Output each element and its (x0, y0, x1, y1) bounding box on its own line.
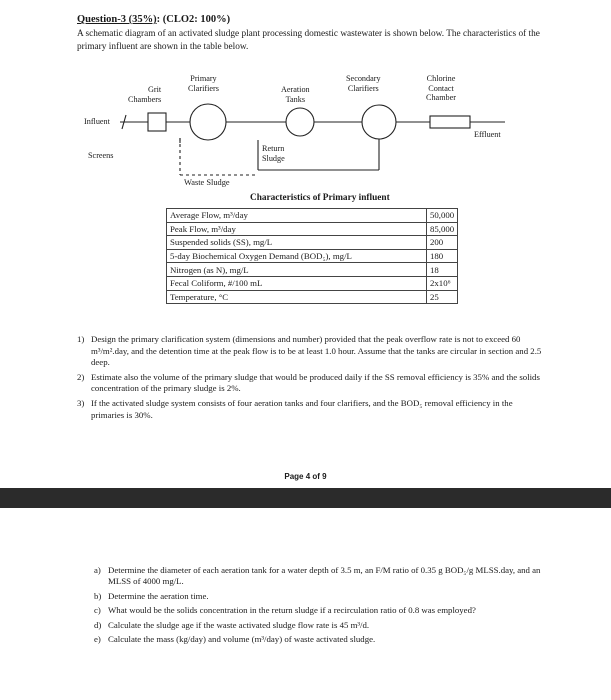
parameter-cell: Temperature, °C (167, 290, 427, 304)
item-number: 2) (77, 371, 85, 382)
question-list (77, 334, 547, 424)
secondary-clarifier-shape (362, 105, 396, 139)
item-number: a) (94, 565, 101, 575)
chlorine-contact-shape (430, 116, 470, 128)
table-row (167, 222, 458, 236)
primary-clarifiers-label: Primary Clarifiers (188, 74, 219, 93)
item-text: What would be the solids concentration in the return sludge if a recirculation ratio of 0.8 was employed? (108, 605, 476, 616)
waste-sludge-label: Waste Sludge (184, 178, 230, 187)
value-cell: 18 (427, 263, 458, 277)
item-text: Design the primary clarification system (dimensions and number) provided that the peak overflow rate is not to exceed 60 m³/m².day, and the detention time at the peak flow is to be at least 1.0 hour. Assume that the tanks are circular in section and 2.5 deep. (91, 334, 542, 368)
item-number: b) (94, 590, 102, 601)
grit-chamber-shape (148, 113, 166, 131)
table-row (167, 209, 458, 223)
question-item (77, 334, 547, 369)
parameter-cell: Average Flow, m³/day (167, 209, 427, 223)
table-row (167, 263, 458, 277)
item-text: Calculate the mass (kg/day) and volume (m³/day) of waste activated sludge. (108, 634, 376, 645)
parameter-cell: Peak Flow, m³/day (167, 222, 427, 236)
sub-question-item (94, 565, 544, 588)
item-text: If the activated sludge system consists of four aeration tanks and four clarifiers, and the BOD₅ removal efficiency in the primaries is 30%. (91, 397, 513, 420)
question-item (77, 372, 547, 395)
value-cell: 180 (427, 249, 458, 263)
primary-clarifier-shape (190, 104, 226, 140)
item-number: 3) (77, 397, 85, 408)
item-number: d) (94, 619, 102, 630)
value-cell: 200 (427, 236, 458, 250)
influent-characteristics-table (166, 208, 458, 304)
sub-question-item (94, 591, 544, 602)
item-text: Estimate also the volume of the primary sludge that would be produced daily if the SS removal efficiency is 35% and the solids concentration of the primary sludge is 2%. (91, 371, 540, 394)
parameter-cell: 5-day Biochemical Oxygen Demand (BOD₅), mg/L (167, 249, 427, 263)
item-number: e) (94, 634, 101, 645)
value-cell: 25 (427, 290, 458, 304)
table-row (167, 290, 458, 304)
sub-question-item (94, 620, 544, 631)
value-cell: 2x10⁶ (427, 276, 458, 290)
item-text: Determine the aeration time. (108, 590, 209, 601)
table-row (167, 236, 458, 250)
question-title: Question-3 (35%): (CLO2: 100%) (77, 14, 231, 25)
return-sludge-label: Return Sludge (262, 144, 285, 163)
item-number: c) (94, 605, 101, 616)
value-cell: 50,000 (427, 209, 458, 223)
item-text: Calculate the sludge age if the waste activated sludge flow rate is 45 m³/d. (108, 619, 370, 630)
parameter-cell: Nitrogen (as N), mg/L (167, 263, 427, 277)
influent-label: Influent (84, 117, 110, 126)
screens-label: Screens (88, 151, 114, 160)
effluent-label: Effluent (474, 130, 501, 139)
table-row (167, 249, 458, 263)
question-item (77, 398, 547, 421)
page-number: Page 4 of 9 (284, 472, 327, 481)
table-title: Characteristics of Primary influent (250, 193, 390, 203)
chlorine-contact-label: Chlorine Contact Chamber (426, 74, 457, 102)
sub-question-list (94, 565, 544, 648)
aeration-tanks-label: Aeration Tanks (281, 85, 310, 104)
sub-question-item (94, 605, 544, 616)
aeration-tank-shape (286, 108, 314, 136)
secondary-clarifiers-label: Secondary Clarifiers (346, 74, 381, 93)
parameter-cell: Fecal Coliform, #/100 mL (167, 276, 427, 290)
grit-chambers-label: Grit Chambers (128, 85, 162, 104)
table-row (167, 276, 458, 290)
item-number: 1) (77, 334, 85, 344)
sub-question-item (94, 634, 544, 645)
parameter-cell: Suspended solids (SS), mg/L (167, 236, 427, 250)
value-cell: 85,000 (427, 222, 458, 236)
item-text: Determine the diameter of each aeration tank for a water depth of 3.5 m, an F/M ratio of 0.35 g BOD₅/g MLSS.day, and an MLSS of 4000 mg/L. (108, 565, 541, 587)
page-divider (0, 488, 611, 508)
question-intro: A schematic diagram of an activated sludge plant processing domestic wastewater is shown below. The characteristics of the primary influent are shown in the table below. (77, 29, 540, 52)
